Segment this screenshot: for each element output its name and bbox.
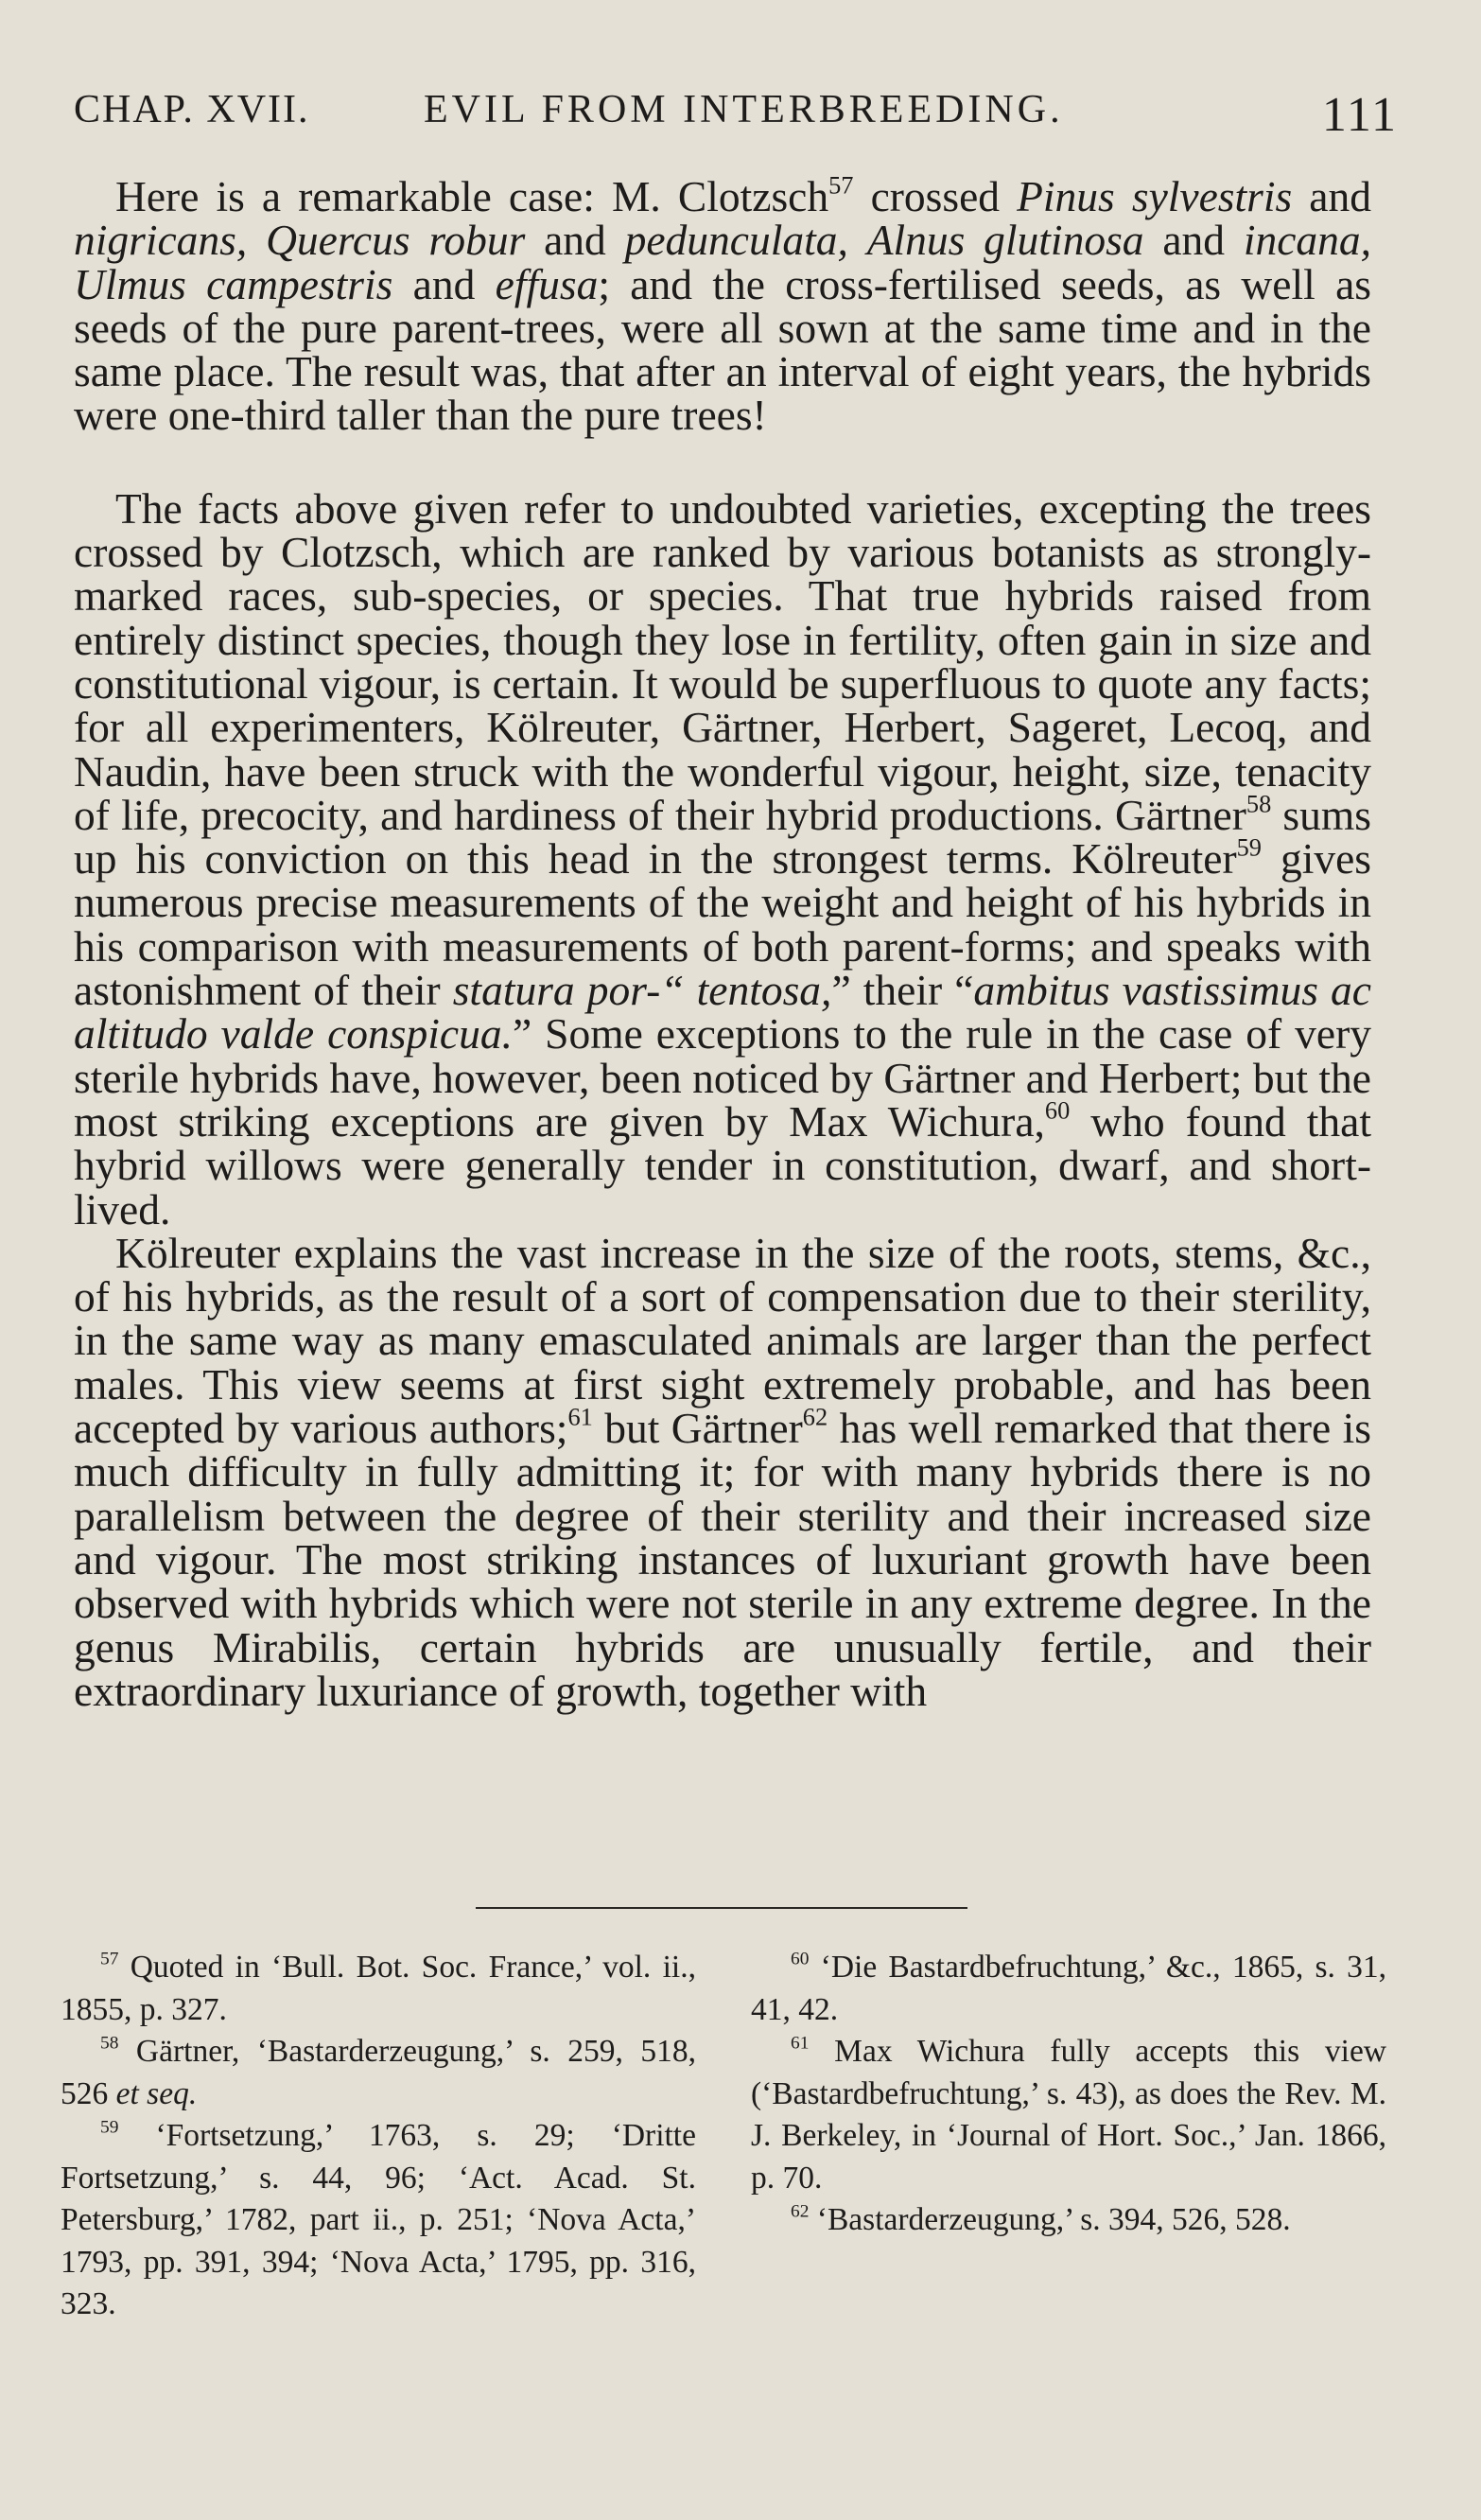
text-run: Kölreuter explains the vast increase in the size of the roots, stems, &c., of his hybrids, as the result of a sort of compensation due to their sterility, in the same way as many emasculated animals are larger than the perfect males. This view seems at first sight extremely probable, and has been accepted by various authors; (74, 1228, 1371, 1453)
footnotes-right-column (751, 1947, 1386, 2242)
footnote-marker: 62 (791, 2201, 810, 2222)
text-run (247, 216, 266, 264)
text-run: and (392, 259, 496, 308)
footnote-marker: 59 (1236, 832, 1262, 862)
footnote-divider (476, 1907, 967, 1909)
footnote-marker: 58 (100, 2033, 119, 2054)
text-run: but Gärtner (592, 1404, 803, 1453)
footnote (751, 2031, 1386, 2199)
footnote-marker: 61 (567, 1402, 593, 1431)
italic-text: nigricans, (74, 216, 248, 265)
italic-text: ambitus vastissimus ac altitudo valde conspicua. (74, 966, 1371, 1059)
italic-text: Quercus robur (266, 216, 526, 265)
text-run: ; and the cross-fertilised seeds, as well as seeds of the pure parent-trees, were all sown at the same time and in the same place. The result was, that after an interval of eight years, the hybrids were one-third taller than the pure trees! (74, 259, 1371, 440)
text-run: and (525, 216, 625, 265)
text-run: ” their “ (831, 966, 974, 1015)
text-run (848, 216, 867, 264)
footnote (61, 2031, 696, 2115)
text-run: sums up his conviction on this head in the strongest terms. Kölreuter (74, 790, 1371, 884)
italic-text: et seq. (115, 2075, 198, 2111)
text-run: ‘Fortsetzung,’ 1763, s. 29; ‘Dritte Fortsetzung,’ s. 44, 96; ‘Act. Acad. St. Petersburg,’ 1782, part ii., p. 251; ‘Nova Acta,’ 1793, pp. 391, 394; ‘Nova Acta,’ 1795, pp. 316, 323. (61, 2118, 696, 2321)
italic-text: Ulmus campestris (74, 259, 393, 308)
text-run: Quoted in ‘Bull. Bot. Soc. France,’ vol. ii., 1855, p. 327. (61, 1950, 696, 2027)
text-run: ” Some exceptions to the rule in the case of very sterile hybrids have, however, been noticed by Gärtner and Herbert; but the most striking exceptions are given by Max Wichura, (74, 1009, 1371, 1146)
footnotes-left-column (61, 1947, 696, 2326)
italic-text: pedunculata, (624, 216, 848, 265)
footnote-marker: 61 (791, 2033, 810, 2054)
paragraph (74, 170, 1372, 440)
italic-text: statura por-“ tentosa, (452, 966, 832, 1015)
text-run: crossed (853, 172, 1018, 220)
footnote-marker: 57 (100, 1949, 119, 1969)
page-number: 111 (1321, 88, 1398, 142)
text-run: ‘Die Bastardbefruchtung,’ &c., 1865, s. 31, 41, 42. (751, 1950, 1386, 2027)
italic-text: Pinus sylvestris (1017, 172, 1293, 220)
footnote-marker: 57 (828, 170, 854, 200)
italic-text: Alnus glutinosa (866, 216, 1144, 265)
text-run: and (1292, 172, 1371, 220)
text-run: Here is a remarkable case: M. Clotzsch (115, 172, 829, 220)
footnote-marker: 60 (791, 1949, 810, 1969)
footnote-marker: 58 (1246, 789, 1272, 818)
italic-text: incana, (1243, 216, 1372, 265)
body-text (74, 170, 1372, 1715)
chapter-label: CHAP. XVII. (74, 88, 310, 131)
footnote-marker: 62 (802, 1402, 828, 1431)
paragraph (74, 1228, 1371, 1715)
footnote-marker: 60 (1044, 1095, 1071, 1125)
footnote (61, 2115, 696, 2326)
running-title: EVIL FROM INTERBREEDING. (424, 88, 1064, 131)
footnote (61, 1947, 696, 2031)
text-run: The facts above given refer to undoubted varieties, excepting the trees crossed by Clotzsch, which are ranked by various botanists as strongly-marked races, sub-species, or species. That true hybrids raised from entirely distinct species, though they lose in fertility, often gain in size and constitutional vigour, is certain. It would be superfluous to quote any facts; for all experimenters, Kölreuter, Gärtner, Herbert, Sageret, Lecoq, and Naudin, have been struck with the wonderful vigour, height, size, tenacity of life, precocity, and hardiness of their hybrid productions. Gärtner (74, 483, 1371, 839)
text-run: Gärtner, ‘Bastarderzeugung,’ s. 259, 518, 526 (61, 2034, 696, 2111)
text-run: ‘Bastarderzeugung,’ s. 394, 526, 528. (809, 2202, 1291, 2237)
footnote (751, 1947, 1386, 2031)
paragraph (74, 483, 1371, 1234)
text-run: has well remarked that there is much difficulty in fully admitting it; for with many hybrids there is no parallelism between the degree of their sterility and their increased size and vigour. The most striking instances of luxuriant growth have been observed with hybrids which were not sterile in any extreme degree. In the genus Mirabilis, certain hybrids are unusually fertile, and their extraordinary luxuriance of growth, together with (74, 1404, 1371, 1715)
text-run: gives numerous precise measurements of the weight and height of his hybrids in his comparison with measurements of both parent-forms; and speaks with astonishment of their (74, 834, 1371, 1015)
text-run: and (1143, 216, 1244, 265)
text-run: who found that hybrid willows were generally tender in constitution, dwarf, and short-lived. (74, 1096, 1371, 1234)
running-header (74, 87, 1398, 153)
italic-text: effusa (495, 259, 599, 308)
footnote-marker: 59 (100, 2117, 119, 2138)
footnote (751, 2199, 1386, 2242)
text-run: Max Wichura fully accepts this view (‘Bastardbefruchtung,’ s. 43), as does the Rev. M. J. Berkeley, in ‘Journal of Hort. Soc.,’ Jan. 1866, p. 70. (751, 2034, 1386, 2196)
